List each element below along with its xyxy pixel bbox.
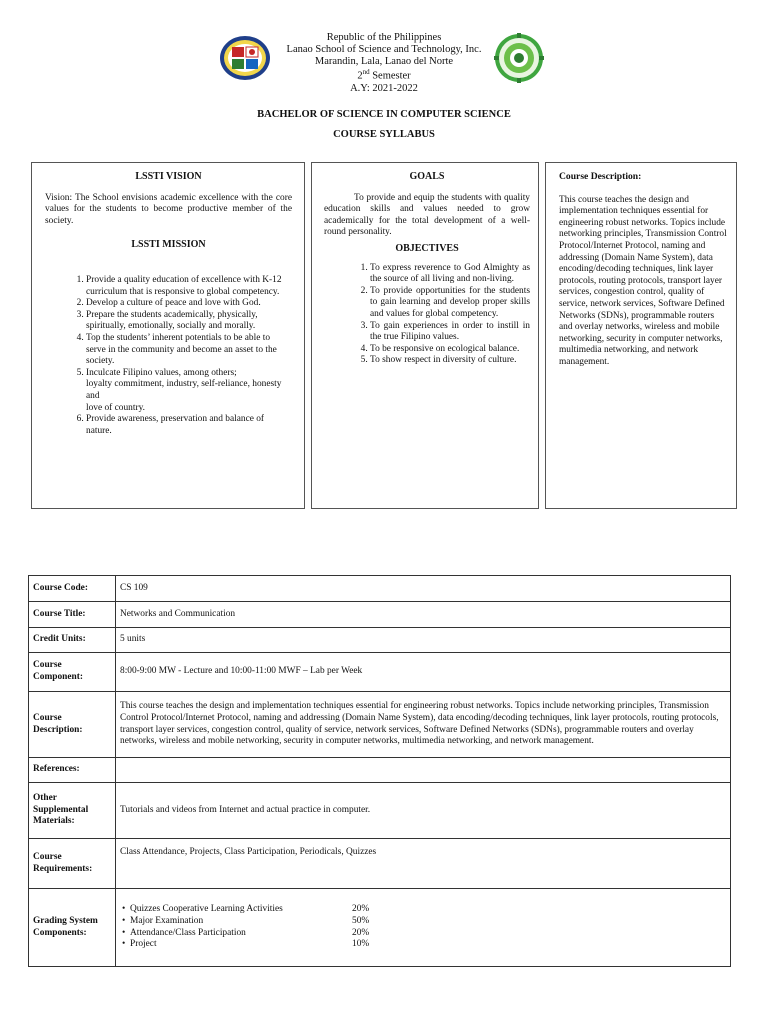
- school-name: Lanao School of Science and Technology, Inc.: [286, 43, 482, 55]
- objective-item: 2. To provide opportunities for the students to gain learning and develop proper skills and values for global competency.: [370, 286, 530, 321]
- goals-objectives-box: [311, 162, 539, 509]
- mission-item: [86, 368, 292, 414]
- grading-item: [122, 904, 726, 916]
- table-row: [29, 576, 731, 602]
- course-title-label: Course Title:: [29, 602, 116, 628]
- table-row: [29, 839, 731, 889]
- mission-item: 6. Provide awareness, preservation and balance of nature.: [86, 414, 292, 437]
- credit-units-value: 5 units: [116, 628, 731, 653]
- references-label: References:: [29, 758, 116, 783]
- course-component-value: 8:00-9:00 MW - Lecture and 10:00-11:00 MWF – Lab per Week: [116, 653, 731, 692]
- course-component-label: Course Component:: [29, 653, 116, 692]
- table-row: [29, 653, 731, 692]
- grading-item: [122, 928, 726, 940]
- objective-item: 4. To be responsive on ecological balance.: [370, 344, 530, 356]
- mission-item-line: serve in the community and become an asset to the society.: [86, 344, 277, 367]
- program-title: BACHELOR OF SCIENCE IN COMPUTER SCIENCE: [257, 109, 511, 120]
- mission-item: 2. Develop a culture of peace and love with God.: [86, 298, 292, 310]
- course-title-value: Networks and Communication: [116, 602, 731, 628]
- semester-line: [0, 67, 768, 82]
- table-row: [29, 692, 731, 758]
- grading-item-label: Attendance/Class Participation: [130, 927, 246, 938]
- grading-item: [122, 939, 726, 951]
- mission-item-line: Inculcate Filipino values, among others;: [86, 367, 237, 378]
- mission-title: LSSTI MISSION: [131, 239, 206, 251]
- objective-item: 5. To show respect in diversity of culture.: [370, 355, 530, 367]
- grading-item-value: 20%: [352, 927, 370, 938]
- course-description-text: This course teaches the design and implementation techniques essential for engineering robust networks. Topics include networking principles, Transmission Control Protocol/Internet Protocol, naming and addressing (Domain Name System), data encoding/decoding techniques, link layer protocols, routing protocols, transport layer services, congestion control, quality of service, network services, Software Defined Networks (SDNs), programmable routers and overlay networks, wireless and mobile networking, security in computer networks, multimedia networking, and network management.: [559, 194, 727, 367]
- semester-ordinal: nd: [362, 68, 370, 77]
- course-description-box: [545, 162, 737, 509]
- requirements-label: Course Requirements:: [29, 839, 116, 889]
- grading-item-label: Major Examination: [130, 915, 204, 926]
- table-row: [29, 758, 731, 783]
- syllabus-title: COURSE SYLLABUS: [333, 129, 435, 140]
- objective-item: 3. To gain experiences in order to instill in the true Filipino values.: [370, 321, 530, 344]
- table-row: [29, 602, 731, 628]
- credit-units-label: Credit Units:: [29, 628, 116, 653]
- grading-item-value: 20%: [352, 904, 370, 915]
- document-header: [0, 30, 768, 100]
- table-row: [29, 783, 731, 839]
- mission-item: [86, 333, 292, 368]
- supplemental-value: Tutorials and videos from Internet and actual practice in computer.: [116, 783, 731, 839]
- course-code-value: CS 109: [116, 576, 731, 602]
- header-text-block: [0, 32, 768, 94]
- mission-item: 3. Prepare the students academically, physically, spiritually, emotionally, socially and morally.: [86, 310, 292, 333]
- grading-item-label: Project: [130, 939, 157, 950]
- semester-word: Semester: [369, 70, 411, 82]
- republic-line: Republic of the Philippines: [326, 32, 442, 43]
- table-row: [29, 889, 731, 967]
- bullet-icon: •: [122, 927, 126, 938]
- course-info-table: [28, 575, 731, 967]
- course-description-label: Course Description:: [29, 692, 116, 758]
- references-value: [116, 758, 731, 783]
- vision-title: LSSTI VISION: [135, 171, 202, 182]
- grading-components: [116, 889, 731, 967]
- course-description-title: Course Description:: [559, 171, 642, 182]
- grading-item-value: 50%: [352, 915, 370, 926]
- course-description-value: This course teaches the design and implementation techniques essential for engineering robust networks. Topics include networking principles, Transmission Control Protocol/Internet Protocol, naming and addressing (Domain Name System), data encoding/decoding techniques, link layer protocols, routing protocols, transport layer services, congestion control, quality of service, network services, Software Defined Networks (SDNs), programmable routers and overlay networks, wireless and mobile networking, security in computer networks, multimedia networking, and network management.: [116, 692, 731, 758]
- academic-year: A.Y: 2021-2022: [350, 82, 418, 94]
- table-row: [29, 628, 731, 653]
- grading-label: Grading System Components:: [29, 889, 116, 967]
- mission-item: 1. Provide a quality education of excellence with K-12 curriculum that is responsive to global competency.: [86, 275, 292, 298]
- grading-item: [122, 916, 726, 928]
- mission-item-line: love of country.: [86, 402, 146, 413]
- bullet-icon: •: [122, 904, 126, 915]
- vision-mission-box: [31, 162, 305, 509]
- objectives-list: [324, 263, 530, 367]
- requirements-value: Class Attendance, Projects, Class Participation, Periodicals, Quizzes: [116, 839, 731, 889]
- vision-text: Vision: The School envisions academic excellence with the core values for the students to become productive member of the society.: [45, 192, 292, 226]
- mission-item-line: Top the students’ inherent potentials to be able to: [86, 332, 271, 343]
- grading-item-value: 10%: [352, 939, 370, 950]
- mission-item-line: loyalty commitment, industry, self-reliance, honesty and: [86, 379, 282, 401]
- goals-text: To provide and equip the students with quality education skills and values needed to grow academically for the total development of a well-round personality.: [324, 192, 530, 238]
- bullet-icon: •: [122, 939, 126, 950]
- objective-item: 1. To express reverence to God Almighty as the source of all living and non-living.: [370, 263, 530, 286]
- document-titles: [0, 108, 768, 148]
- course-code-label: Course Code:: [29, 576, 116, 602]
- mission-list: [45, 275, 292, 437]
- bullet-icon: •: [122, 915, 126, 926]
- grading-item-label: Quizzes Cooperative Learning Activities: [130, 904, 283, 915]
- objectives-title: OBJECTIVES: [395, 242, 459, 254]
- semester-number: 2: [357, 70, 363, 82]
- supplemental-label: Other Supplemental Materials:: [29, 783, 116, 839]
- goals-title: GOALS: [409, 171, 445, 182]
- school-address: Marandin, Lala, Lanao del Norte: [314, 55, 454, 67]
